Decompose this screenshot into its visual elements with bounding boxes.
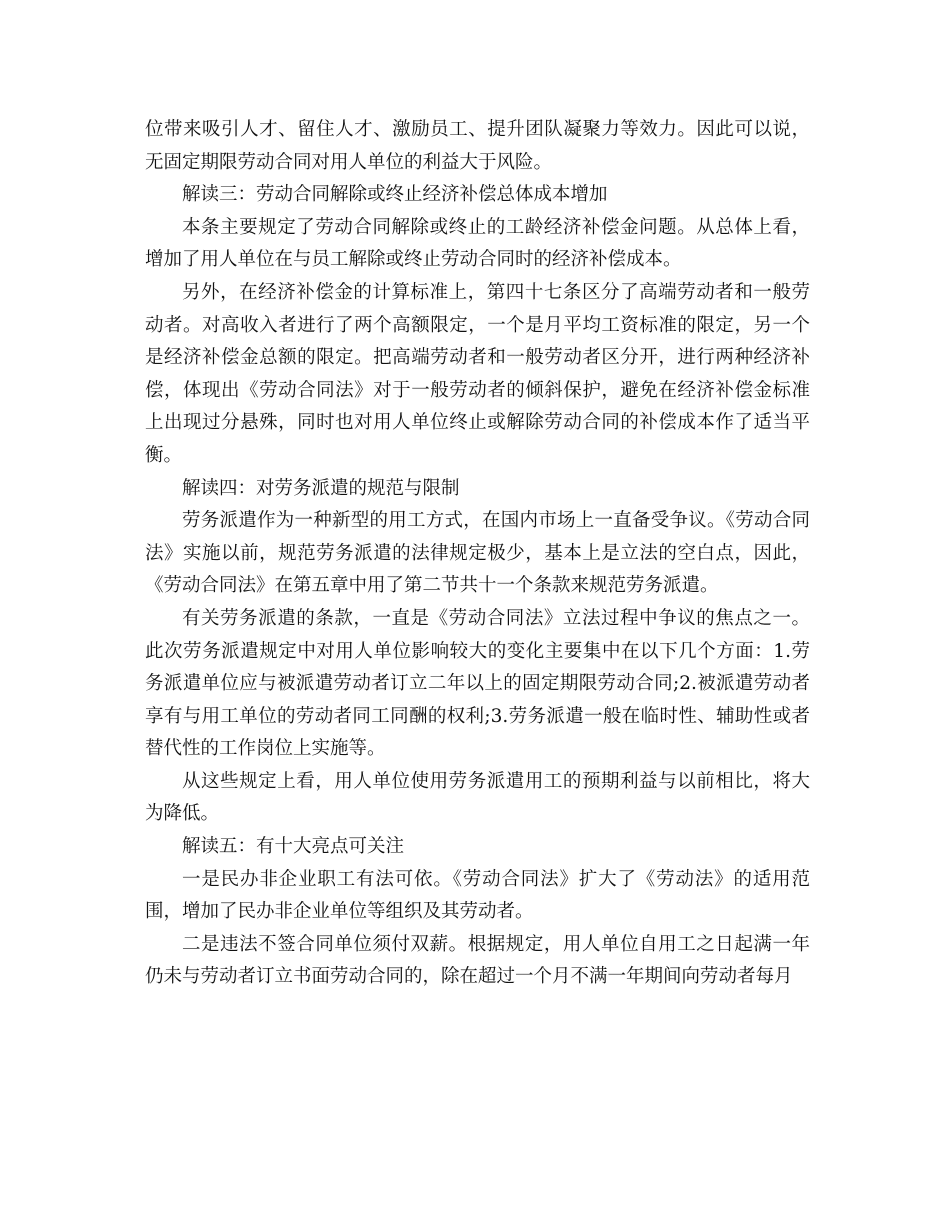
paragraph: 本条主要规定了劳动合同解除或终止的工龄经济补偿金问题。从总体上看，增加了用人单位在与员工解除或终止劳动合同时的经济补偿成本。 [145,216,810,271]
paragraph: 一是民办非企业职工有法可依。《劳动合同法》扩大了《劳动法》的适用范围，增加了民办非企业单位等组织及其劳动者。 [145,868,810,923]
paragraph: 有关劳务派遣的条款，一直是《劳动合同法》立法过程中争议的焦点之一。此次劳务派遣规定中对用人单位影响较大的变化主要集中在以下几个方面：1.劳务派遣单位应与被派遣劳动者订立二年以上的固定期限劳动合同;2.被派遣劳动者享有与用工单位的劳动者同工同酬的权利;3.劳务派遣一般在临时性、辅助性或者替代性的工作岗位上实施等。 [145,607,810,760]
document-body [145,114,810,994]
paragraph: 劳务派遣作为一种新型的用工方式，在国内市场上一直备受争议。《劳动合同法》实施以前，规范劳务派遣的法律规定极少，基本上是立法的空白点，因此，《劳动合同法》在第五章中用了第二节共十一个条款来规范劳务派遣。 [145,510,810,597]
paragraph: 从这些规定上看，用人单位使用劳务派遣用工的预期利益与以前相比，将大为降低。 [145,770,810,825]
section-heading: 解读五：有十大亮点可关注 [182,836,405,858]
paragraph: 二是违法不签合同单位须付双薪。根据规定，用人单位自用工之日起满一年仍未与劳动者订立书面劳动合同的，除在超过一个月不满一年期间向劳动者每月 [145,933,810,988]
section-heading: 解读三：劳动合同解除或终止经济补偿总体成本增加 [182,184,608,206]
section-heading: 解读四：对劳务派遣的规范与限制 [182,477,460,499]
paragraph: 另外，在经济补偿金的计算标准上，第四十七条区分了高端劳动者和一般劳动者。对高收入者进行了两个高额限定，一个是月平均工资标准的限定，另一个是经济补偿金总额的限定。把高端劳动者和一般劳动者区分开，进行两种经济补偿，体现出《劳动合同法》对于一般劳动者的倾斜保护，避免在经济补偿金标准上出现过分悬殊，同时也对用人单位终止或解除劳动合同的补偿成本作了适当平衡。 [145,281,810,466]
paragraph: 位带来吸引人才、留住人才、激励员工、提升团队凝聚力等效力。因此可以说，无固定期限劳动合同对用人单位的利益大于风险。 [145,119,810,173]
